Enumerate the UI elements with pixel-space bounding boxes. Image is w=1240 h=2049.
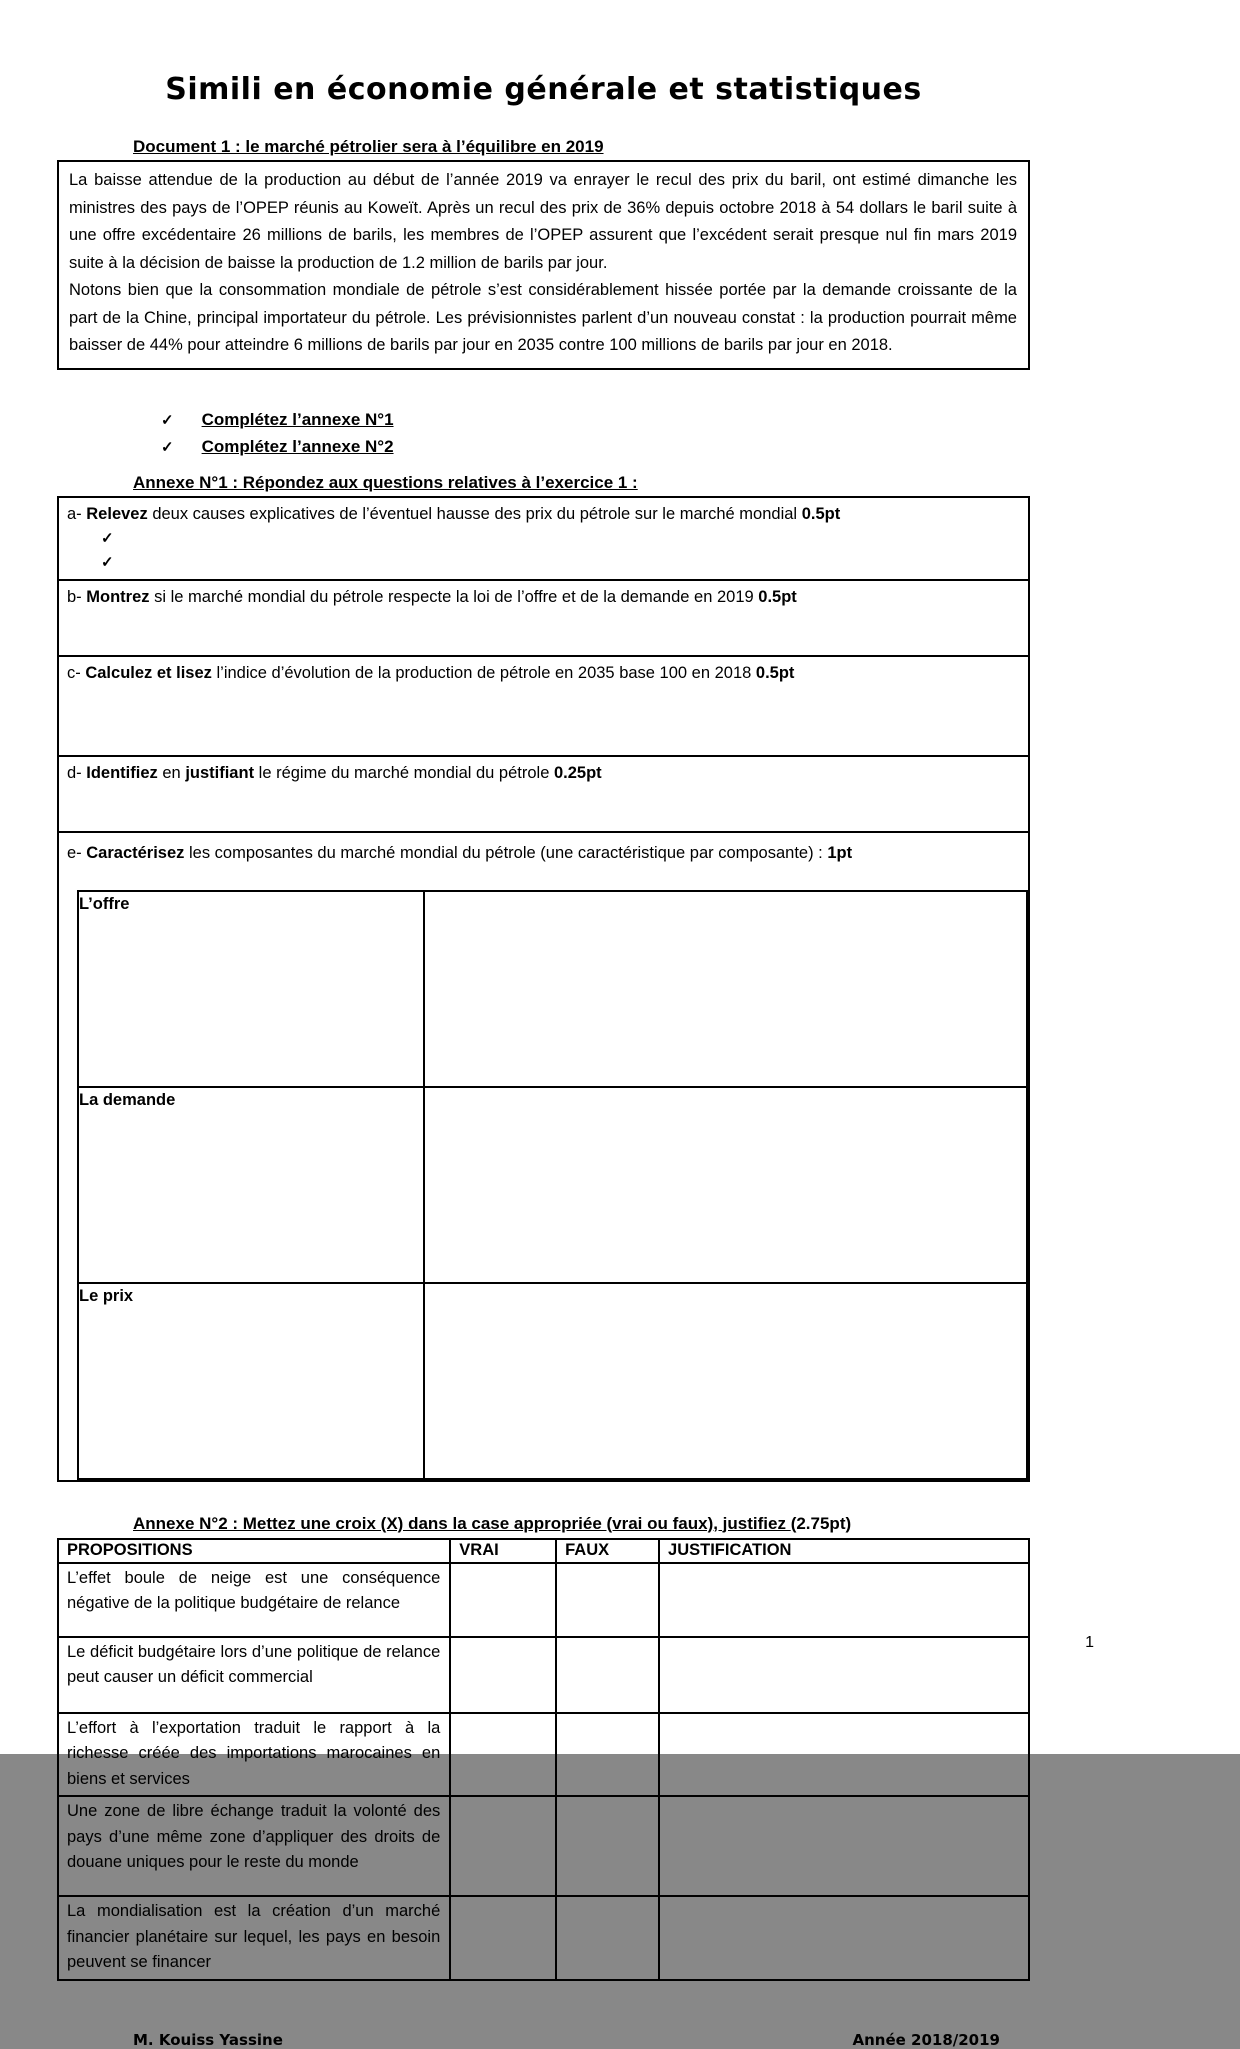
proposition-cell: L’effort à l’exportation traduit le rapport à la richesse créée des importations marocaines en biens et services — [58, 1713, 450, 1797]
justification-cell — [659, 1796, 1029, 1896]
component-label-cell: L’offre — [78, 891, 424, 1087]
check-icon: ✓ — [101, 553, 114, 571]
question-row-d — [58, 756, 1029, 832]
annexe1-questions-table — [57, 496, 1030, 1482]
document1-heading: Document 1 : le marché pétrolier sera à l’équilibre en 2019 — [133, 137, 604, 156]
question-text: e- Caractérisez les composantes du marché mondial du pétrole (une caractéristique par composante) : 1pt — [67, 843, 853, 862]
component-answer-cell — [424, 1283, 1027, 1479]
question-row-e — [58, 832, 1029, 1481]
table-header-row — [58, 1539, 1029, 1563]
table-row — [58, 1563, 1029, 1637]
annexe2-propositions-table — [57, 1538, 1030, 1981]
faux-cell — [556, 1713, 659, 1797]
task-item — [161, 410, 1030, 430]
components-table — [77, 890, 1028, 1480]
component-answer-cell — [424, 891, 1027, 1087]
justification-cell — [659, 1637, 1029, 1713]
proposition-cell: Une zone de libre échange traduit la volonté des pays d’une même zone d’appliquer des droits de douane uniques pour le reste du monde — [58, 1796, 450, 1896]
check-icon: ✓ — [161, 438, 174, 456]
proposition-cell: La mondialisation est la création d’un marché financier planétaire sur lequel, les pays en besoin peuvent se financer — [58, 1896, 450, 1980]
component-label-cell: La demande — [78, 1087, 424, 1283]
faux-cell — [556, 1563, 659, 1637]
faux-cell — [556, 1637, 659, 1713]
paragraph: La baisse attendue de la production au début de l’année 2019 va enrayer le recul des prix du baril, ont estimé dimanche les ministres des pays de l’OPEP réunis au Koweït. Après un recul des prix de 36% depuis octobre 2018 à 54 dollars le baril suite à une offre excédentaire 26 millions de barils, les membres de l’OPEP assurent que l’excédent serait presque nul fin mars 2019 suite à la décision de baisse la production de 1.2 million de barils par jour. — [69, 171, 1017, 272]
page-footer — [133, 2031, 1000, 2049]
task-checklist — [161, 410, 1030, 457]
component-row — [78, 1087, 1027, 1283]
question-row-b — [58, 580, 1029, 656]
question-text: b- Montrez si le marché mondial du pétrole respecte la loi de l’offre et de la demande en 2019 0.5pt — [67, 587, 797, 606]
annexe2-heading: Annexe N°2 : Mettez une croix (X) dans la case appropriée (vrai ou faux), justifiez (2.75pt) — [133, 1513, 852, 1533]
component-answer-cell — [424, 1087, 1027, 1283]
page-number: 1 — [1085, 1634, 1094, 1651]
check-icon: ✓ — [101, 529, 114, 547]
table-row — [58, 1796, 1029, 1896]
question-text: d- Identifiez en justifiant le régime du marché mondial du pétrole 0.25pt — [67, 763, 602, 782]
footer-year: Année 2018/2019 — [852, 2030, 1000, 2049]
footer-author: M. Kouiss Yassine — [133, 2030, 283, 2049]
component-label-cell: Le prix — [78, 1283, 424, 1479]
faux-cell — [556, 1796, 659, 1896]
component-row — [78, 1283, 1027, 1479]
justification-cell — [659, 1563, 1029, 1637]
task-label: Complétez l’annexe N°1 — [201, 409, 394, 429]
faux-cell — [556, 1896, 659, 1980]
proposition-cell: L’effet boule de neige est une conséquence négative de la politique budgétaire de relance — [58, 1563, 450, 1637]
paragraph: Notons bien que la consommation mondiale de pétrole s’est considérablement hissée portée par la demande croissante de la part de la Chine, principal importateur du pétrole. Les prévisionnistes parlent d’un nouveau constat : la production pourrait même baisser de 44% pour atteindre 6 millions de barils par jour en 2035 contre 100 millions de barils par jour en 2018. — [69, 281, 1017, 354]
vrai-cell — [450, 1713, 556, 1797]
check-icon: ✓ — [161, 411, 174, 429]
question-text: c- Calculez et lisez l’indice d’évolution de la production de pétrole en 2035 base 100 en 2018 0.5pt — [67, 663, 795, 682]
vrai-cell — [450, 1796, 556, 1896]
vrai-cell — [450, 1637, 556, 1713]
header-propositions: PROPOSITIONS — [58, 1539, 450, 1563]
component-row — [78, 891, 1027, 1087]
page-title: Simili en économie générale et statistiques — [165, 72, 922, 107]
justification-cell — [659, 1713, 1029, 1797]
table-row — [58, 1896, 1029, 1980]
header-justification: JUSTIFICATION — [659, 1539, 1029, 1563]
vrai-cell — [450, 1896, 556, 1980]
vrai-cell — [450, 1563, 556, 1637]
question-row-a — [58, 497, 1029, 580]
table-row — [58, 1637, 1029, 1713]
task-item — [161, 437, 1030, 457]
question-text: a- Relevez deux causes explicatives de l’éventuel hausse des prix du pétrole sur le marché mondial 0.5pt — [67, 504, 841, 523]
header-faux: FAUX — [556, 1539, 659, 1563]
proposition-cell: Le déficit budgétaire lors d’une politique de relance peut causer un déficit commercial — [58, 1637, 450, 1713]
task-label: Complétez l’annexe N°2 — [201, 436, 394, 456]
annexe1-heading: Annexe N°1 : Répondez aux questions relatives à l’exercice 1 : — [133, 472, 638, 492]
table-row — [58, 1713, 1029, 1797]
justification-cell — [659, 1896, 1029, 1980]
header-vrai: VRAI — [450, 1539, 556, 1563]
question-row-c — [58, 656, 1029, 756]
document1-text-block — [57, 160, 1030, 370]
